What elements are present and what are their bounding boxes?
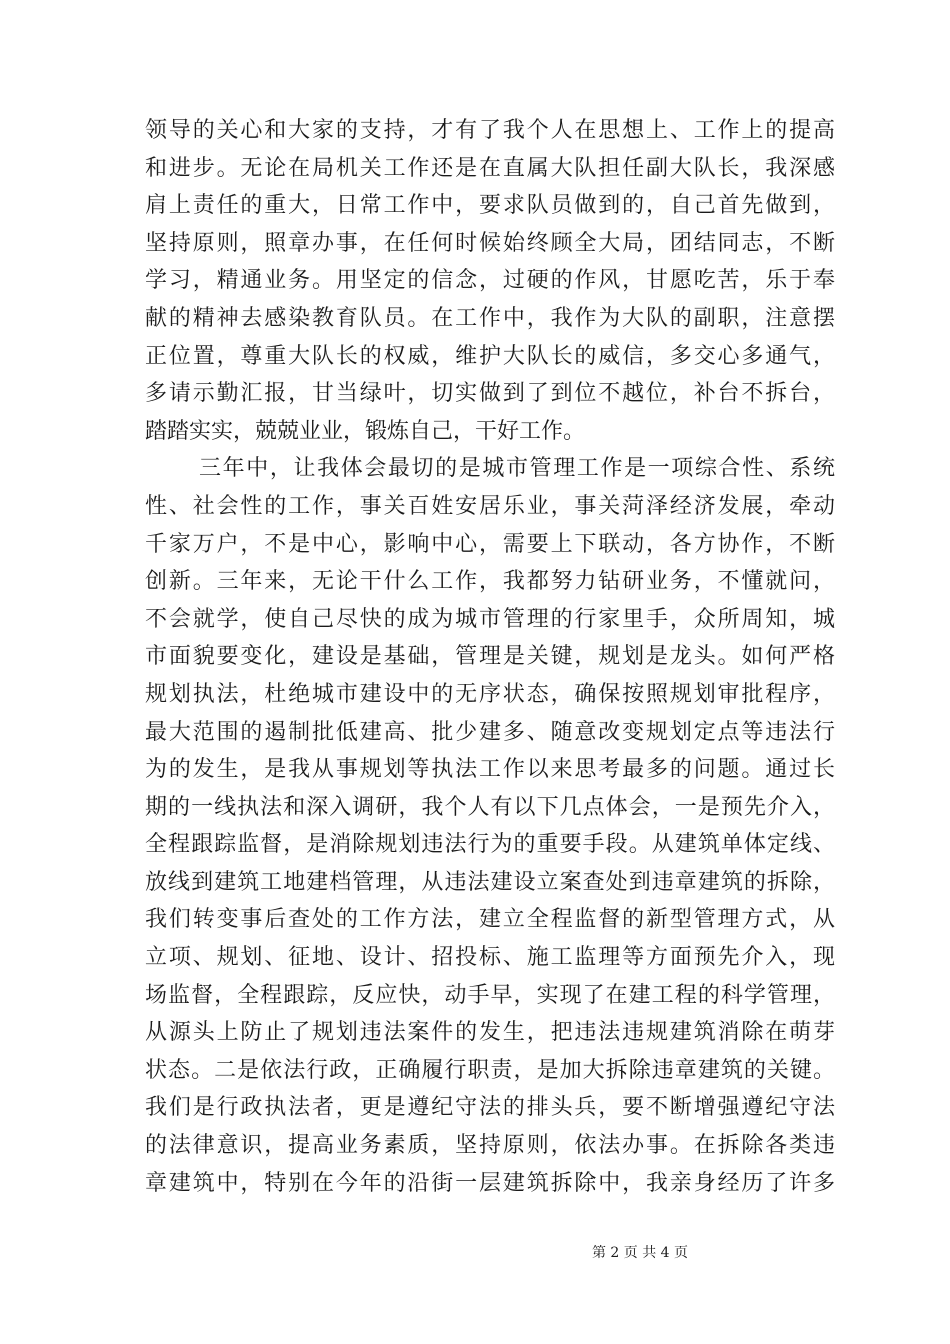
text-line: 规划执法，杜绝城市建设中的无序状态，确保按照规划审批程序，: [145, 681, 835, 707]
page-number-footer: 第 2 页 共 4 页: [591, 1245, 689, 1261]
text-line: 多请示勤汇报，甘当绿叶，切实做到了到位不越位，补台不拆台，: [145, 381, 835, 407]
text-line: 正位置，尊重大队长的权威，维护大队长的威信，多交心多通气，: [145, 343, 835, 369]
text-line: 立项、规划、征地、设计、招投标、施工监理等方面预先介入，现: [145, 945, 835, 971]
text-line: 坚持原则，照章办事，在任何时候始终顾全大局，团结同志，不断: [145, 230, 835, 256]
text-line: 创新。三年来，无论干什么工作，我都努力钻研业务，不懂就问，: [145, 569, 835, 595]
text-line: 性、社会性的工作，事关百姓安居乐业，事关菏泽经济发展，牵动: [145, 493, 835, 519]
text-line: 放线到建筑工地建档管理，从违法建设立案查处到违章建筑的拆除，: [145, 869, 835, 895]
text-line: 三年中，让我体会最切的是城市管理工作是一项综合性、系统: [199, 456, 835, 482]
text-line: 从源头上防止了规划违法案件的发生，把违法违规建筑消除在萌芽: [145, 1020, 835, 1046]
text-line: 不会就学，使自己尽快的成为城市管理的行家里手，众所周知，城: [145, 606, 835, 632]
text-line: 肩上责任的重大，日常工作中，要求队员做到的，自己首先做到，: [145, 193, 835, 219]
text-line: 踏踏实实，兢兢业业，锻炼自己，干好工作。: [145, 418, 586, 444]
text-line: 学习，精通业务。用坚定的信念，过硬的作风，甘愿吃苦，乐于奉: [145, 268, 835, 294]
text-line: 期的一线执法和深入调研，我个人有以下几点体会，一是预先介入，: [145, 794, 835, 820]
text-line: 千家万户，不是中心，影响中心，需要上下联动，各方协作，不断: [145, 531, 835, 557]
text-line: 我们是行政执法者，更是遵纪守法的排头兵，要不断增强遵纪守法: [145, 1095, 835, 1121]
text-line: 市面貌要变化，建设是基础，管理是关键，规划是龙头。如何严格: [145, 644, 835, 670]
text-line: 最大范围的遏制批低建高、批少建多、随意改变规划定点等违法行: [145, 719, 835, 745]
text-line: 全程跟踪监督，是消除规划违法行为的重要手段。从建筑单体定线、: [145, 832, 835, 858]
text-line: 场监督，全程跟踪，反应快，动手早，实现了在建工程的科学管理，: [145, 982, 835, 1008]
text-line: 我们转变事后查处的工作方法，建立全程监督的新型管理方式，从: [145, 907, 835, 933]
text-line: 章建筑中，特别在今年的沿街一层建筑拆除中，我亲身经历了许多: [145, 1170, 835, 1196]
text-line: 献的精神去感染教育队员。在工作中，我作为大队的副职，注意摆: [145, 305, 835, 331]
text-line: 和进步。无论在局机关工作还是在直属大队担任副大队长，我深感: [145, 155, 835, 181]
body-text: [145, 112, 835, 1202]
text-line: 为的发生，是我从事规划等执法工作以来思考最多的问题。通过长: [145, 757, 835, 783]
text-line: 的法律意识，提高业务素质，坚持原则，依法办事。在拆除各类违: [145, 1133, 835, 1159]
text-line: 领导的关心和大家的支持，才有了我个人在思想上、工作上的提高: [145, 118, 835, 143]
text-line: 状态。二是依法行政，正确履行职责，是加大拆除违章建筑的关键。: [145, 1057, 835, 1083]
